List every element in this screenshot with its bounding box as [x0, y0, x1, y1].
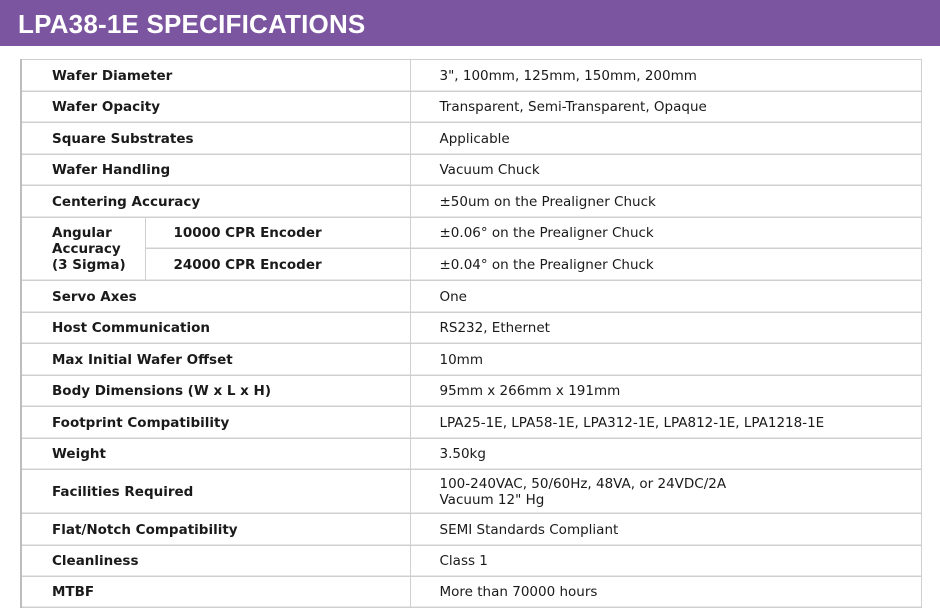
- table-row: [21, 186, 921, 218]
- spec-label: Body Dimensions (W x L x H): [21, 376, 410, 407]
- spec-value: LPA25-1E, LPA58-1E, LPA312-1E, LPA812-1E, LPA1218-1E: [410, 407, 921, 439]
- group-label-line: (3 Sigma): [52, 257, 126, 273]
- spec-value: 95mm x 266mm x 191mm: [410, 376, 921, 407]
- table-row: [21, 60, 921, 92]
- spec-label: Flat/Notch Compatibility: [21, 514, 410, 546]
- table-row: [21, 249, 921, 281]
- spec-value: ±0.06° on the Prealigner Chuck: [410, 218, 921, 249]
- spec-label: Wafer Opacity: [21, 92, 410, 123]
- spec-value: More than 70000 hours: [410, 577, 921, 608]
- spec-label: Footprint Compatibility: [21, 407, 410, 439]
- spec-value: One: [410, 281, 921, 313]
- spec-value: 3.50kg: [410, 439, 921, 470]
- page-title: LPA38-1E SPECIFICATIONS: [18, 9, 366, 39]
- spec-value: ±0.04° on the Prealigner Chuck: [410, 249, 921, 281]
- spec-label: Max Initial Wafer Offset: [21, 344, 410, 376]
- spec-label: Weight: [21, 439, 410, 470]
- spec-value: SEMI Standards Compliant: [410, 514, 921, 546]
- table-row: [21, 577, 921, 608]
- table-row: [21, 281, 921, 313]
- group-label-line: Angular: [52, 225, 112, 241]
- header-banner: [0, 0, 940, 46]
- table-row: [21, 92, 921, 123]
- spec-value: 10mm: [410, 344, 921, 376]
- spec-value-line: Vacuum 12" Hg: [439, 491, 545, 508]
- table-row: [21, 546, 921, 577]
- spec-value: Vacuum Chuck: [410, 155, 921, 186]
- group-label-line: Accuracy: [52, 241, 121, 257]
- spec-label: Wafer Handling: [21, 155, 410, 186]
- table-row: [21, 218, 921, 249]
- spec-label: Square Substrates: [21, 123, 410, 155]
- table-row: [21, 514, 921, 546]
- table-row: [21, 344, 921, 376]
- spec-value: Applicable: [410, 123, 921, 155]
- table-row: [21, 439, 921, 470]
- spec-value: 3", 100mm, 125mm, 150mm, 200mm: [410, 60, 921, 92]
- spec-value: Transparent, Semi-Transparent, Opaque: [410, 92, 921, 123]
- spec-value-line: 100-240VAC, 50/60Hz, 48VA, or 24VDC/2A: [439, 475, 727, 492]
- spec-label: Facilities Required: [21, 470, 410, 514]
- table-row: [21, 123, 921, 155]
- spec-table: [20, 59, 922, 608]
- angular-accuracy-group-label: [21, 218, 145, 281]
- spec-label: MTBF: [21, 577, 410, 608]
- spec-label: Host Communication: [21, 313, 410, 344]
- spec-value: ±50um on the Prealigner Chuck: [410, 186, 921, 218]
- table-row: [21, 155, 921, 186]
- spec-label: Centering Accuracy: [21, 186, 410, 218]
- spec-sublabel: 24000 CPR Encoder: [145, 249, 410, 281]
- spec-sublabel: 10000 CPR Encoder: [145, 218, 410, 249]
- table-row: [21, 407, 921, 439]
- spec-value: [410, 470, 921, 514]
- table-row: [21, 376, 921, 407]
- spec-label: Servo Axes: [21, 281, 410, 313]
- table-row: [21, 470, 921, 514]
- spec-value: RS232, Ethernet: [410, 313, 921, 344]
- table-row: [21, 313, 921, 344]
- spec-label: Cleanliness: [21, 546, 410, 577]
- spec-value: Class 1: [410, 546, 921, 577]
- spec-label: Wafer Diameter: [21, 60, 410, 92]
